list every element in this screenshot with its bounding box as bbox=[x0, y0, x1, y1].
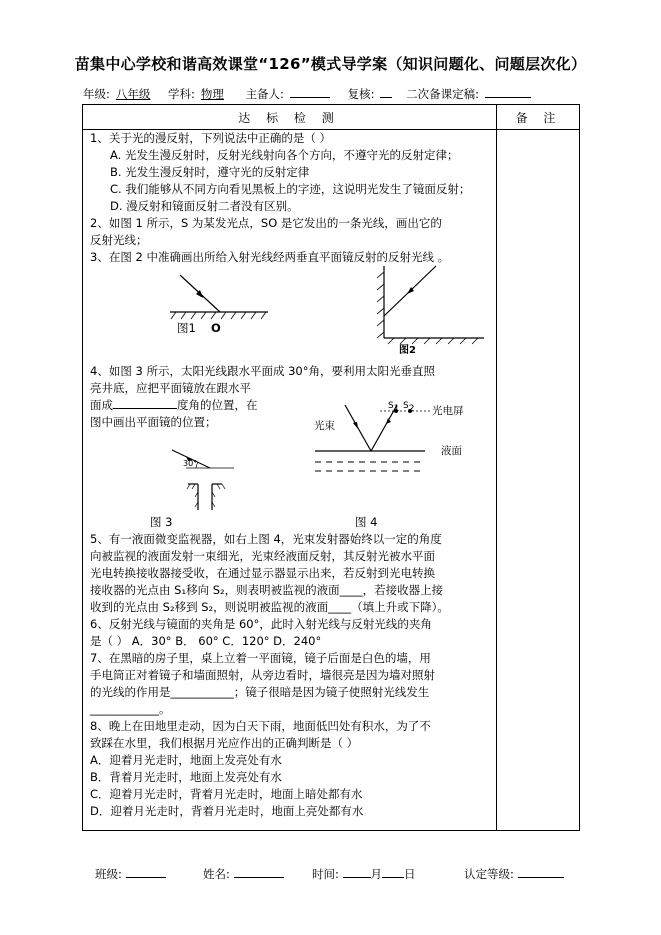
footer-time-label: 时间: bbox=[312, 867, 339, 881]
q3-line1: 3、在图 2 中准确画出所给入射光线经两垂直平面镜反射的反射光线 。 bbox=[90, 250, 450, 264]
figure-4-s1-sub: 1 bbox=[393, 403, 400, 414]
q4-angle-blank[interactable] bbox=[113, 398, 177, 409]
figure-3-caption: 图 3 bbox=[150, 515, 173, 529]
figure-4-s2 bbox=[403, 399, 414, 417]
q2-line1: 2、如图 1 所示，S 为某发光点，SO 是它发出的一条光线，画出它的 bbox=[90, 216, 442, 230]
footer-name bbox=[203, 866, 284, 882]
page-title: 苗集中心学校和谐高效课堂“126”模式导学案（知识问题化、问题层次化） bbox=[74, 55, 587, 73]
footer-month-blank[interactable] bbox=[343, 867, 371, 878]
footer-month: 月 bbox=[370, 867, 383, 881]
review-blank[interactable] bbox=[380, 87, 392, 98]
footer-name-label: 姓名: bbox=[203, 867, 230, 881]
header-divider bbox=[82, 129, 580, 130]
q1-option-b: B. 光发生漫反射时，遵守光的反射定律 bbox=[110, 165, 310, 179]
figure-4-s2-sub: 2 bbox=[408, 403, 415, 414]
review-label: 复核: bbox=[347, 87, 375, 101]
footer-level bbox=[464, 866, 564, 882]
header-check: 达 标 检 测 bbox=[238, 111, 340, 125]
footer-level-blank[interactable] bbox=[518, 867, 564, 878]
host-label: 主备人: bbox=[245, 87, 284, 101]
footer-class-label: 班级: bbox=[95, 867, 122, 881]
q8-line1: 8、晚上在田地里走动，因为白天下雨，地面低凹处有积水，为了不 bbox=[90, 719, 431, 733]
footer-name-blank[interactable] bbox=[234, 867, 284, 878]
q8-option-c: C．迎着月光走时，背着月光走时，地面上暗处都有水 bbox=[90, 787, 363, 801]
q7-line2: 手电筒正对着镜子和墙面照射，从旁边看时，墙很亮是因为墙对照射 bbox=[90, 668, 435, 682]
q4-line3 bbox=[90, 398, 258, 413]
q4-line3-a: 面成 bbox=[90, 398, 113, 412]
q1-option-c: C. 我们能够从不同方向看见黑板上的字迹，这说明光发生了镜面反射； bbox=[110, 182, 471, 196]
q8-option-d: D．迎着月光走时，背着月光走时，地面上亮处都有水 bbox=[90, 804, 364, 818]
q6-line2: 是（ ） A．30° B． 60° C．120° D．240° bbox=[90, 634, 322, 648]
q4-line1: 4、如图 3 所示，太阳光线跟水平面成 30°角，要利用太阳光垂直照 bbox=[90, 364, 435, 378]
figure-1-point: O bbox=[211, 321, 221, 335]
q5-line1: 5、有一液面微变监视器，如右上图 4，光束发射器始终以一定的角度 bbox=[90, 532, 442, 546]
q1-option-a: A. 光发生漫反射时，反射光线射向各个方向，不遵守光的反射定律； bbox=[110, 148, 459, 162]
header-remarks: 备 注 bbox=[515, 111, 562, 125]
grade-label: 年级: bbox=[83, 87, 110, 101]
footer-time bbox=[312, 866, 416, 882]
subject-label: 学科: bbox=[168, 87, 195, 101]
footer-class bbox=[95, 866, 166, 882]
footer-class-blank[interactable] bbox=[126, 867, 166, 878]
figure-4-screen-label: 光电屏 bbox=[432, 405, 464, 417]
q4-line3-b: 度角的位置，在 bbox=[177, 398, 258, 412]
grade-value: 八年级 bbox=[115, 87, 151, 101]
info-bar bbox=[83, 86, 537, 102]
q1-option-d: D. 漫反射和镜面反射二者没有区别。 bbox=[110, 199, 299, 213]
host-blank[interactable] bbox=[290, 87, 330, 98]
q8-option-b: B．背着月光走时，地面上发亮处有水 bbox=[90, 770, 282, 784]
figure-4-s1-letter: S bbox=[388, 401, 394, 411]
second-blank[interactable] bbox=[485, 87, 531, 98]
q6-line1: 6、反射光线与镜面的夹角是 60°，此时入射光线与反射光线的夹角 bbox=[90, 617, 432, 631]
q5-line3: 光电转换接收器接受收，在通过显示器显示出来，若反射到光电转换 bbox=[90, 566, 435, 580]
figure-3-angle: 30° bbox=[183, 459, 198, 468]
figure-4-s2-letter: S bbox=[403, 401, 409, 411]
q8-option-a: A．迎着月光走时，地面上发亮处有水 bbox=[90, 753, 282, 767]
q5-line4: 接收器的光点由 S₁移向 S₂，则表明被监视的液面____，若接收器上接 bbox=[90, 583, 444, 597]
figure-4-surface-label: 液面 bbox=[441, 445, 462, 457]
q7-line4: ____________。 bbox=[90, 702, 171, 716]
q7-line3: 的光线的作用是___________；镜子很暗是因为镜子使照射光线发生 bbox=[90, 685, 430, 699]
figure-4-s1 bbox=[388, 399, 399, 417]
figure-3 bbox=[160, 440, 270, 512]
q4-line2: 亮井底，应把平面镜放在跟水平 bbox=[90, 381, 251, 395]
figure-2-caption: 图2 bbox=[399, 345, 416, 356]
footer-day-blank[interactable] bbox=[382, 867, 404, 878]
q5-line5: 收到的光点由 S₂移到 S₂，则说明被监视的液面____（填上升或下降）。 bbox=[90, 600, 449, 614]
figure-2 bbox=[374, 262, 494, 344]
figure-1-caption: 图1 bbox=[177, 321, 196, 335]
q7-line1: 7、在黑暗的房子里，桌上立着一平面镜，镜子后面是白色的墙，用 bbox=[90, 651, 431, 665]
figure-4-caption: 图 4 bbox=[355, 515, 378, 529]
q8-line2: 致踩在水里，我们根据月光应作出的正确判断是（ ） bbox=[90, 736, 359, 750]
figure-4-beam-label: 光束 bbox=[314, 420, 335, 432]
q5-line2: 向被监视的液面发射一束细光，光束经液面反射，其反射光被水平面 bbox=[90, 549, 435, 563]
column-divider bbox=[496, 104, 497, 831]
footer-level-label: 认定等级: bbox=[464, 867, 514, 881]
subject-value: 物理 bbox=[200, 87, 224, 101]
q2-line2: 反射光线； bbox=[90, 233, 148, 247]
footer-day: 日 bbox=[404, 867, 416, 881]
second-label: 二次备课定稿: bbox=[406, 87, 479, 101]
q4-line4: 图中画出平面镜的位置； bbox=[90, 415, 217, 429]
q1-stem: 1、关于光的漫反射，下列说法中正确的是（ ） bbox=[90, 131, 331, 145]
